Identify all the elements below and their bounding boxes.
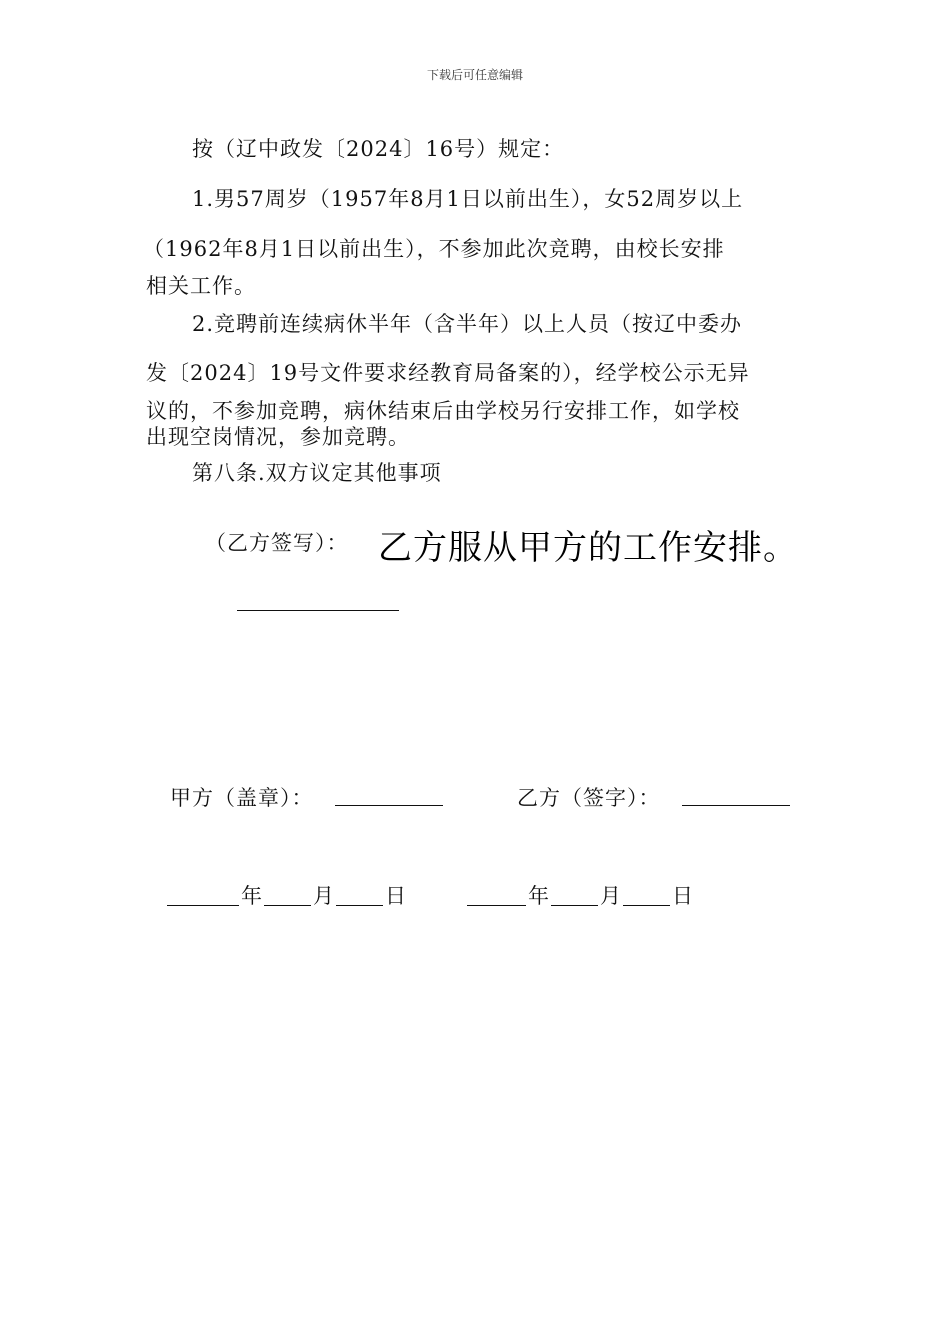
paragraph-line: 出现空岗情况，参加竞聘。 [146,425,410,449]
party-b-sign-label-footer: 乙方（签字）： [517,786,661,810]
paragraph-line: 议的，不参加竞聘，病休结束后由学校另行安排工作，如学校 [146,399,740,423]
paragraph-line: 按（辽中政发〔2024〕16号）规定： [192,137,565,161]
date-b-month-label: 月 [600,884,622,908]
date-a-year-label: 年 [241,884,263,908]
signature-line [237,610,399,611]
party-a-seal-line [335,805,443,806]
paragraph-line: 相关工作。 [146,274,256,298]
party-b-sign-label: （乙方签写）： [205,531,349,555]
paragraph-line: 发〔2024〕19号文件要求经教育局备案的），经学校公示无异 [146,361,750,385]
date-a-month-label: 月 [313,884,335,908]
party-b-handwritten-text: 乙方服从甲方的工作安排。 [378,528,798,568]
date-b-month-line [551,905,598,906]
paragraph-line: 1.男57周岁（1957年8月1日以前出生），女52周岁以上 [192,187,744,211]
date-b-day-line [623,905,670,906]
article-heading: 第八条.双方议定其他事项 [192,461,442,485]
date-a-month-line [264,905,311,906]
date-a-year-line [167,905,239,906]
paragraph-line: 2.竞聘前连续病休半年（含半年）以上人员（按辽中委办 [192,312,743,336]
date-b-year-line [467,905,526,906]
paragraph-line: （1962年8月1日以前出生），不参加此次竞聘，由校长安排 [143,237,725,261]
date-a-day-label: 日 [385,884,407,908]
date-a-day-line [336,905,383,906]
date-b-year-label: 年 [528,884,550,908]
party-b-sign-line [682,805,790,806]
date-b-day-label: 日 [672,884,694,908]
header-note: 下载后可任意编辑 [426,68,523,82]
party-a-seal-label: 甲方（盖章）： [170,786,314,810]
